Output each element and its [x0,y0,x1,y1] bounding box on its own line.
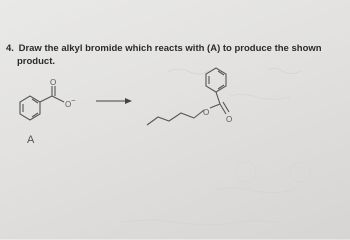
reactant-negative-charge: − [71,96,76,105]
reactant-label: A [27,134,35,146]
product-aryl-carbon-bond [216,92,220,104]
question-number: 4. [6,43,14,54]
reactant-carboxylate-oxygen: O [65,100,72,109]
reactant-a-structure [20,86,64,120]
reactant-aryl-carbon-bond [40,96,52,102]
product-butyl-chain [147,113,194,125]
reactant-carbonyl-oxygen: O [50,78,57,87]
product-carbonyl-oxygen: O [226,115,233,124]
question-text-line1: Draw the alkyl bromide which reacts with (A) to produce the shown [18,43,322,54]
question-text-line2: product. [17,56,55,67]
product-ester-oxygen: O [203,108,210,117]
product-structure [147,68,229,125]
reactant-carboxylate-bond [52,96,64,102]
reaction-arrow [96,98,132,104]
product-ester-carbon-bond [210,104,220,108]
